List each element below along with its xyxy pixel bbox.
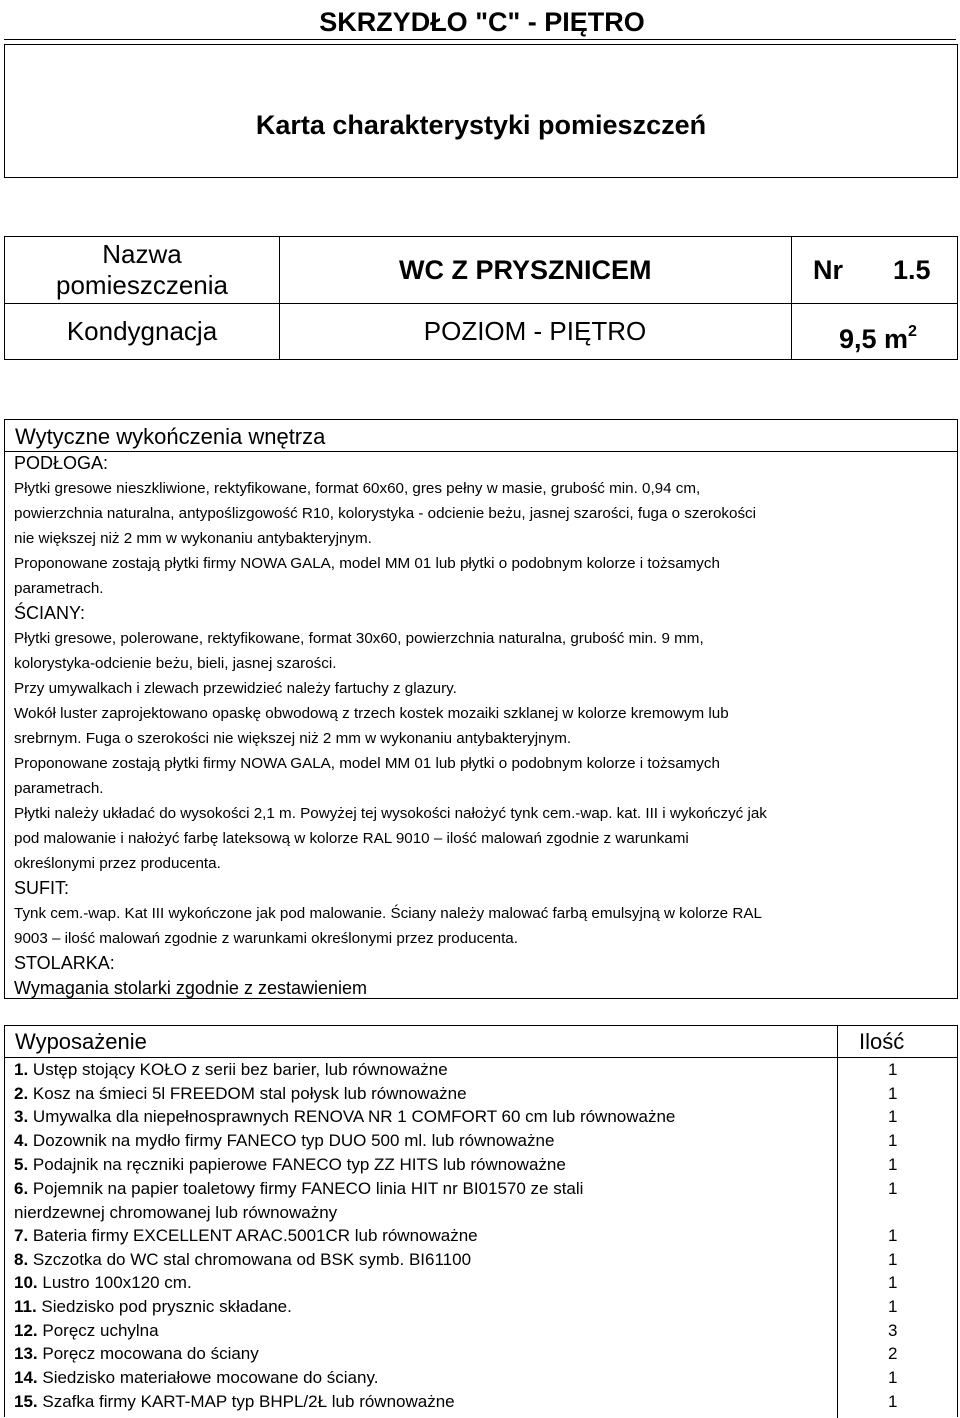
walls-mosaic-line: Wokół luster zaprojektowano opaskę obwodową z trzech kostek mozaiki szklanej w kolorze kremowym lub — [14, 705, 729, 722]
equipment-item-number: 4. — [14, 1131, 29, 1151]
equipment-item-qty: 1 — [888, 1249, 898, 1269]
walls-mosaic-line: srebrnym. Fuga o szerokości nie większej niż 2 mm w wykonaniu antybakteryjnym. — [14, 730, 572, 747]
equipment-item-number: 12. — [14, 1320, 38, 1340]
room-nr-label: Nr — [813, 255, 844, 285]
equipment-item-number: 5. — [14, 1154, 29, 1174]
equipment-item-qty: 1 — [888, 1154, 898, 1174]
equipment-header-item: Wyposażenie — [15, 1029, 147, 1054]
equipment-item-qty: 1 — [888, 1391, 898, 1411]
equipment-item-qty: 1 — [888, 1273, 898, 1293]
walls-apron-note: Przy umywalkach i zlewach przewidzieć należy fartuchy z glazury. — [14, 680, 457, 697]
walls-heading: ŚCIANY: — [14, 603, 86, 623]
equipment-header-qty: Ilość — [859, 1029, 905, 1054]
room-info-table — [4, 236, 958, 360]
equipment-item-text: Umywalka dla niepełnosprawnych RENOVA NR 1 COMFORT 60 cm lub równoważne — [28, 1107, 676, 1127]
equipment-item-number: 8. — [14, 1249, 29, 1269]
equipment-item — [14, 1390, 455, 1414]
floor-heading: PODŁOGA: — [14, 453, 109, 473]
room-area: 9,5 $m^2$ — [839, 323, 917, 354]
equipment-item — [14, 1319, 159, 1343]
equipment-item — [14, 1105, 675, 1129]
equipment-item-text: Lustro 100x120 cm. — [37, 1273, 192, 1293]
storey-value: POZIOM - PIĘTRO — [423, 316, 647, 346]
equipment-item-text: Poręcz mocowana do ściany — [37, 1344, 259, 1364]
equipment-item — [14, 1129, 554, 1153]
walls-proposal-line: Proponowane zostają płytki firmy NOWA GALA, model MM 01 lub płytki o podobnym kolorze i tożsamych — [14, 755, 720, 772]
equipment-item — [14, 1058, 448, 1082]
equipment-item-number: 1. — [14, 1060, 29, 1079]
equipment-item-qty: 1 — [888, 1083, 898, 1103]
equipment-item-text-continued: nierdzewnej chromowanej lub równoważny — [14, 1202, 338, 1222]
equipment-item-number: 3. — [14, 1107, 29, 1127]
equipment-item-text: Dozownik na mydło firmy FANECO typ DUO 500 ml. lub równoważne — [28, 1131, 555, 1151]
equipment-item-number: 7. — [14, 1225, 29, 1245]
equipment-item — [14, 1295, 292, 1319]
equipment-item-qty: 1 — [888, 1131, 898, 1151]
floor-spec-line: Płytki gresowe nieszkliwione, rektyfikowane, format 60x60, gres pełny w masie, grubość min. 0,94 cm, — [14, 480, 701, 497]
equipment-item — [14, 1271, 192, 1295]
equipment-item-text: Bateria firmy EXCELLENT ARAC.5001CR lub równoważne — [28, 1225, 478, 1245]
equipment-item-text: Pojemnik na papier toaletowy firmy FANECO linia HIT nr BI01570 ze stali — [28, 1178, 584, 1198]
wing-title: SKRZYDŁO "C" - PIĘTRO — [319, 7, 645, 37]
equipment-item — [14, 1153, 566, 1177]
equipment-item-qty: 1 — [888, 1178, 898, 1198]
walls-spec-line: Płytki gresowe, polerowane, rektyfikowane, format 30x60, powierzchnia naturalna, grubość min. 9 mm, — [14, 630, 704, 647]
equipment-item-text: Siedzisko materiałowe mocowane do ściany. — [37, 1368, 379, 1388]
finish-content — [14, 451, 943, 1000]
equipment-item-number: 11. — [14, 1297, 37, 1316]
equipment-item — [14, 1366, 378, 1390]
col-divider-right — [791, 237, 792, 359]
equipment-item-qty: 3 — [888, 1320, 898, 1340]
equipment-item-text: Poręcz uchylna — [37, 1320, 159, 1340]
equipment-item-qty: 1 — [888, 1225, 898, 1245]
equipment-item — [14, 1342, 259, 1366]
equipment-item-text: Siedzisko pod prysznic składane. — [36, 1297, 292, 1316]
equipment-item-number: 10. — [14, 1273, 38, 1293]
ceiling-heading: SUFIT: — [14, 878, 70, 898]
equipment-item-qty: 1 — [888, 1107, 898, 1127]
card-title: Karta charakterystyki pomieszczeń — [255, 110, 707, 140]
equipment-item-qty: 1 — [888, 1297, 898, 1316]
row-divider — [5, 303, 957, 304]
floor-proposal-line: Proponowane zostają płytki firmy NOWA GALA, model MM 01 lub płytki o podobnym kolorze i tożsamych — [14, 555, 720, 572]
equipment-item-number: 13. — [14, 1344, 38, 1364]
equipment-item-number: 15. — [14, 1391, 38, 1411]
walls-height-line: pod malowanie i nałożyć farbę lateksową w kolorze RAL 9010 – ilość malowań zgodnie z warunkami — [14, 830, 689, 847]
room-nr-value: 1.5 — [893, 255, 931, 285]
room-name-value: WC Z PRYSZNICEM — [399, 255, 652, 285]
equipment-item-qty: 2 — [888, 1344, 898, 1364]
walls-proposal-line: parametrach. — [14, 780, 104, 797]
equipment-item-text: Ustęp stojący KOŁO z serii bez barier, lub równoważne — [28, 1060, 448, 1079]
equipment-item-qty: 1 — [888, 1368, 898, 1388]
storey-label: Kondygnacja — [66, 316, 218, 346]
equipment-item-text: Szczotka do WC stal chromowana od BSK symb. BI61100 — [28, 1249, 472, 1269]
walls-height-line: Płytki należy układać do wysokości 2,1 m. Powyżej tej wysokości nałożyć tynk cem.-wap. kat. III i wykończyć jak — [14, 805, 767, 822]
floor-proposal-line: parametrach. — [14, 580, 104, 597]
equipment-item-number: 6. — [14, 1178, 29, 1198]
walls-height-line: określonymi przez producenta. — [14, 855, 221, 872]
equipment-item-number: 14. — [14, 1368, 38, 1388]
equipment-item-text: Szafka firmy KART-MAP typ BHPL/2Ł lub równoważne — [37, 1391, 455, 1411]
finish-title: Wytyczne wykończenia wnętrza — [15, 424, 326, 449]
equipment-item — [14, 1177, 583, 1225]
room-name-label: Nazwa pomieszczenia — [56, 239, 228, 300]
top-rule — [4, 39, 956, 40]
equipment-col-divider — [837, 1026, 838, 1418]
ceiling-spec-line: Tynk cem.-wap. Kat III wykończone jak pod malowanie. Ściany należy malować farbą emulsyjną w kolorze RAL — [14, 905, 762, 922]
joinery-text: Wymagania stolarki zgodnie z zestawieniem — [14, 978, 367, 998]
equipment-item — [14, 1224, 478, 1248]
card-title-box — [4, 44, 958, 178]
joinery-heading: STOLARKA: — [14, 953, 115, 973]
equipment-item — [14, 1248, 471, 1272]
walls-spec-line: kolorystyka-odcienie beżu, bieli, jasnej szarości. — [14, 655, 337, 672]
equipment-item-text: Kosz na śmieci 5l FREEDOM stal połysk lub równoważne — [28, 1083, 467, 1103]
equipment-item-number: 2. — [14, 1083, 29, 1103]
equipment-item — [14, 1082, 467, 1106]
equipment-item-text: Podajnik na ręczniki papierowe FANECO typ ZZ HITS lub równoważne — [28, 1154, 566, 1174]
floor-spec-line: powierzchnia naturalna, antypoślizgowość R10, kolorystyka - odcienie beżu, jasnej szarości, fuga o szerokości — [14, 505, 757, 522]
ceiling-spec-line: 9003 – ilość malowań zgodnie z warunkami określonymi przez producenta. — [14, 930, 518, 947]
floor-spec-line: nie większej niż 2 mm w wykonaniu antybakteryjnym. — [14, 530, 372, 547]
equipment-item-qty: 1 — [888, 1060, 898, 1079]
